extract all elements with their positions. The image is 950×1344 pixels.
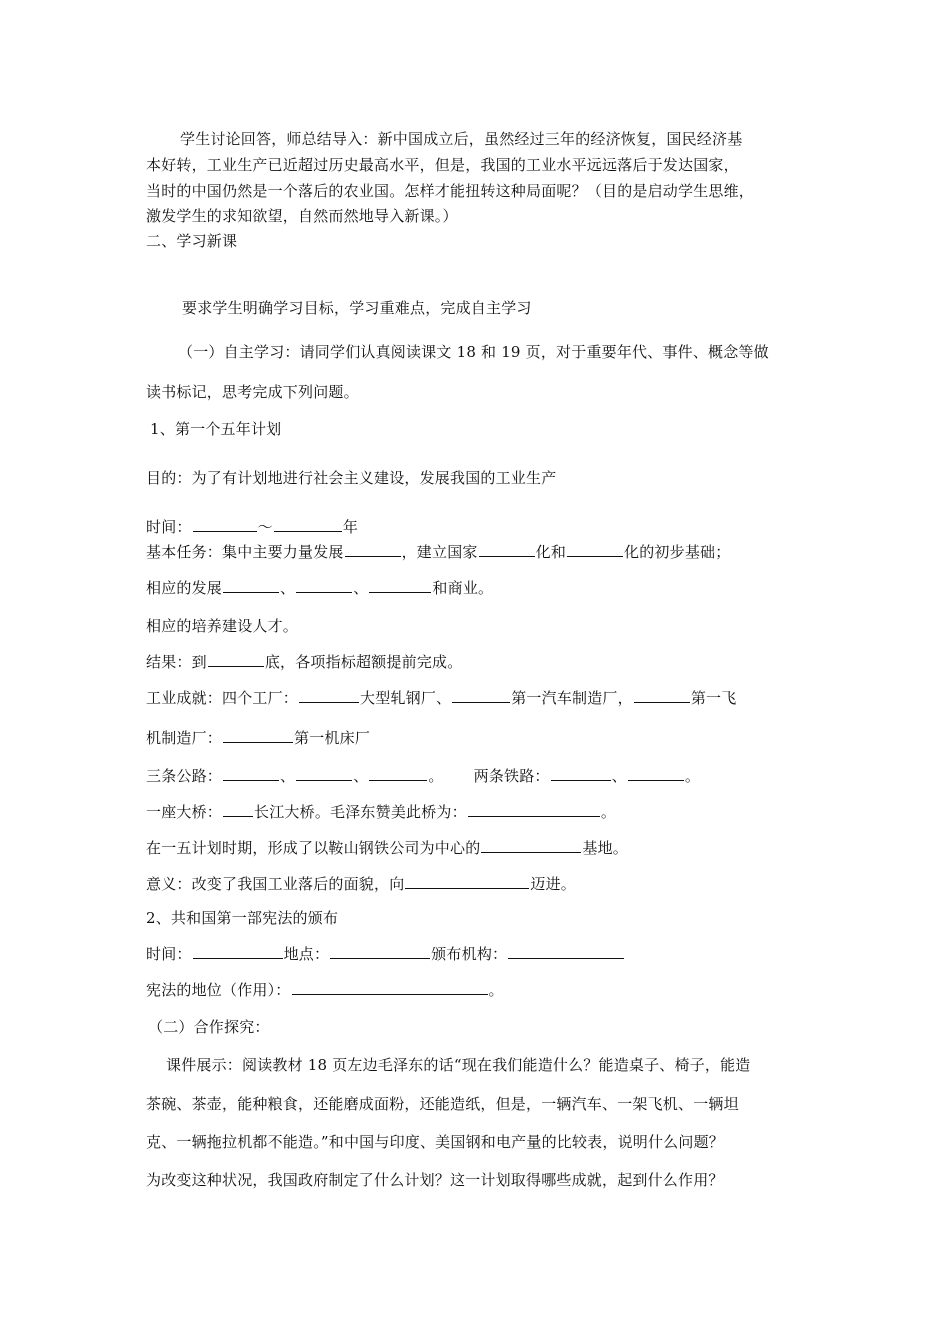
section-heading: 二、学习新课 [146,232,238,250]
time-label: 时间： [146,518,192,536]
coop-line-2: 茶碗、茶壶，能种粮食，还能磨成面粉，还能造纸，但是，一辆汽车、一架飞机、一辆坦 [146,1095,739,1113]
requirement-text: 要求学生明确学习目标，学习重难点，完成自主学习 [182,299,532,317]
self-study-line-2: 读书标记，思考完成下列问题。 [146,383,359,401]
develop-text: 相应的发展 [146,579,223,597]
plan-bridge-row [146,801,616,822]
intro-line-3: 当时的中国仍然是一个落后的农业国。怎样才能扭转这种局面呢？（目的是启动学生思维， [146,182,755,200]
intro-line-2: 本好转，工业生产已近超过历史最高水平，但是，我国的工业水平远远落后于发达国家， [146,156,739,174]
roads-sep-2: 、 [353,767,369,785]
roads-end: 。 [428,767,444,785]
const-place-blank[interactable] [330,943,430,959]
constitution-info-row [146,943,625,964]
intro-line-4: 激发学生的求知欲望，自然而然地导入新课。） [146,207,458,225]
develop-blank-2[interactable] [296,577,352,593]
rail-blank-2[interactable] [628,765,684,781]
time-end-blank[interactable] [274,516,342,532]
meaning-blank[interactable] [405,873,529,889]
base-blank[interactable] [481,837,581,853]
self-study-line-1: （一）自主学习：请同学们认真阅读课文 18 和 19 页，对于重要年代、事件、概念等做 [178,343,769,361]
bridge-text: 长江大桥。毛泽东赞美此桥为： [254,803,467,821]
road-blank-1[interactable] [223,765,279,781]
plan-heading: 1、第一个五年计划 [150,420,282,438]
task-text-c: 化和 [535,543,567,561]
bridge-blank-1[interactable] [223,801,253,817]
develop-blank-1[interactable] [223,577,279,593]
plan-result-row [146,651,462,672]
const-org-blank[interactable] [508,943,624,959]
plan-base-row [146,837,628,858]
plan-industry-row [146,687,736,708]
meaning-text-b: 迈进。 [530,875,577,893]
const-place-label: 地点： [283,945,330,963]
task-text-d: 化的初步基础； [624,543,731,561]
roads-sep-1: 、 [280,767,296,785]
rail-end: 。 [684,767,701,785]
bridge-label: 一座大桥： [146,803,223,821]
task-text-a: 基本任务：集中主要力量发展 [146,543,344,561]
meaning-text-a: 意义：改变了我国工业落后的面貌，向 [146,875,405,893]
bridge-blank-2[interactable] [468,801,600,817]
result-blank[interactable] [208,651,264,667]
result-text-a: 结果：到 [146,653,207,671]
const-org-label: 颁布机构： [431,945,508,963]
task-blank-2[interactable] [479,541,535,557]
coop-heading: （二）合作探究： [148,1018,270,1036]
bridge-end: 。 [600,803,617,821]
industry-text-b: 大型轧钢厂、 [360,689,452,707]
rail-sep: 、 [611,767,627,785]
const-status-label: 宪法的地位（作用）： [146,981,291,999]
task-blank-3[interactable] [567,541,623,557]
task-text-b: ，建立国家 [401,543,478,561]
const-status-end: 。 [488,981,504,999]
const-status-blank[interactable] [292,979,488,995]
constitution-heading: 2、共和国第一部宪法的颁布 [146,909,339,927]
industry-blank-3[interactable] [634,687,690,703]
rail-label: 两条铁路： [473,767,550,785]
road-blank-2[interactable] [296,765,352,781]
plan-develop-row [146,577,493,598]
time-suffix: 年 [342,518,359,536]
roads-label: 三条公路： [146,767,223,785]
base-text-b: 基地。 [582,839,629,857]
develop-blank-3[interactable] [369,577,431,593]
plan-purpose: 目的：为了有计划地进行社会主义建设，发展我国的工业生产 [146,469,557,487]
industry-text-a: 工业成就：四个工厂： [146,689,299,707]
plan-industry-row-2 [146,727,370,748]
time-start-blank[interactable] [193,516,257,532]
time-separator: ～ [257,518,273,536]
industry-blank-1[interactable] [299,687,359,703]
industry-text-d: 第一飞 [690,689,737,707]
rail-blank-1[interactable] [551,765,611,781]
constitution-status-row [146,979,504,1000]
industry-blank-2[interactable] [452,687,510,703]
coop-line-4: 为改变这种状况，我国政府制定了什么计划？这一计划取得哪些成就，起到什么作用？ [146,1171,724,1189]
coop-line-3: 克、一辆拖拉机都不能造。”和中国与印度、美国钢和电产量的比较表，说明什么问题？ [146,1133,724,1151]
plan-meaning-row [146,873,576,894]
result-text-b: 底，各项指标超额提前完成。 [264,653,463,671]
road-blank-3[interactable] [369,765,427,781]
industry-text-c: 第一汽车制造厂， [511,689,633,707]
develop-sep-2: 、 [353,579,369,597]
coop-line-1: 课件展示：阅读教材 18 页左边毛泽东的话“现在我们能造什么？能造桌子、椅子，能造 [166,1056,751,1074]
plan-roads-row [146,765,700,786]
industry2-text-b: 第一机床厂 [294,729,371,747]
plan-task-row [146,541,730,562]
task-blank-1[interactable] [345,541,401,557]
develop-end: 和商业。 [432,579,494,597]
develop-sep-1: 、 [280,579,296,597]
industry2-blank[interactable] [223,727,293,743]
const-time-blank[interactable] [193,943,283,959]
const-time-label: 时间： [146,945,192,963]
base-text-a: 在一五计划时期，形成了以鞍山钢铁公司为中心的 [146,839,481,857]
plan-train: 相应的培养建设人才。 [146,617,299,635]
industry2-text-a: 机制造厂： [146,729,223,747]
intro-line-1: 学生讨论回答，师总结导入：新中国成立后，虽然经过三年的经济恢复，国民经济基 [180,130,743,148]
plan-time-row [146,516,358,537]
